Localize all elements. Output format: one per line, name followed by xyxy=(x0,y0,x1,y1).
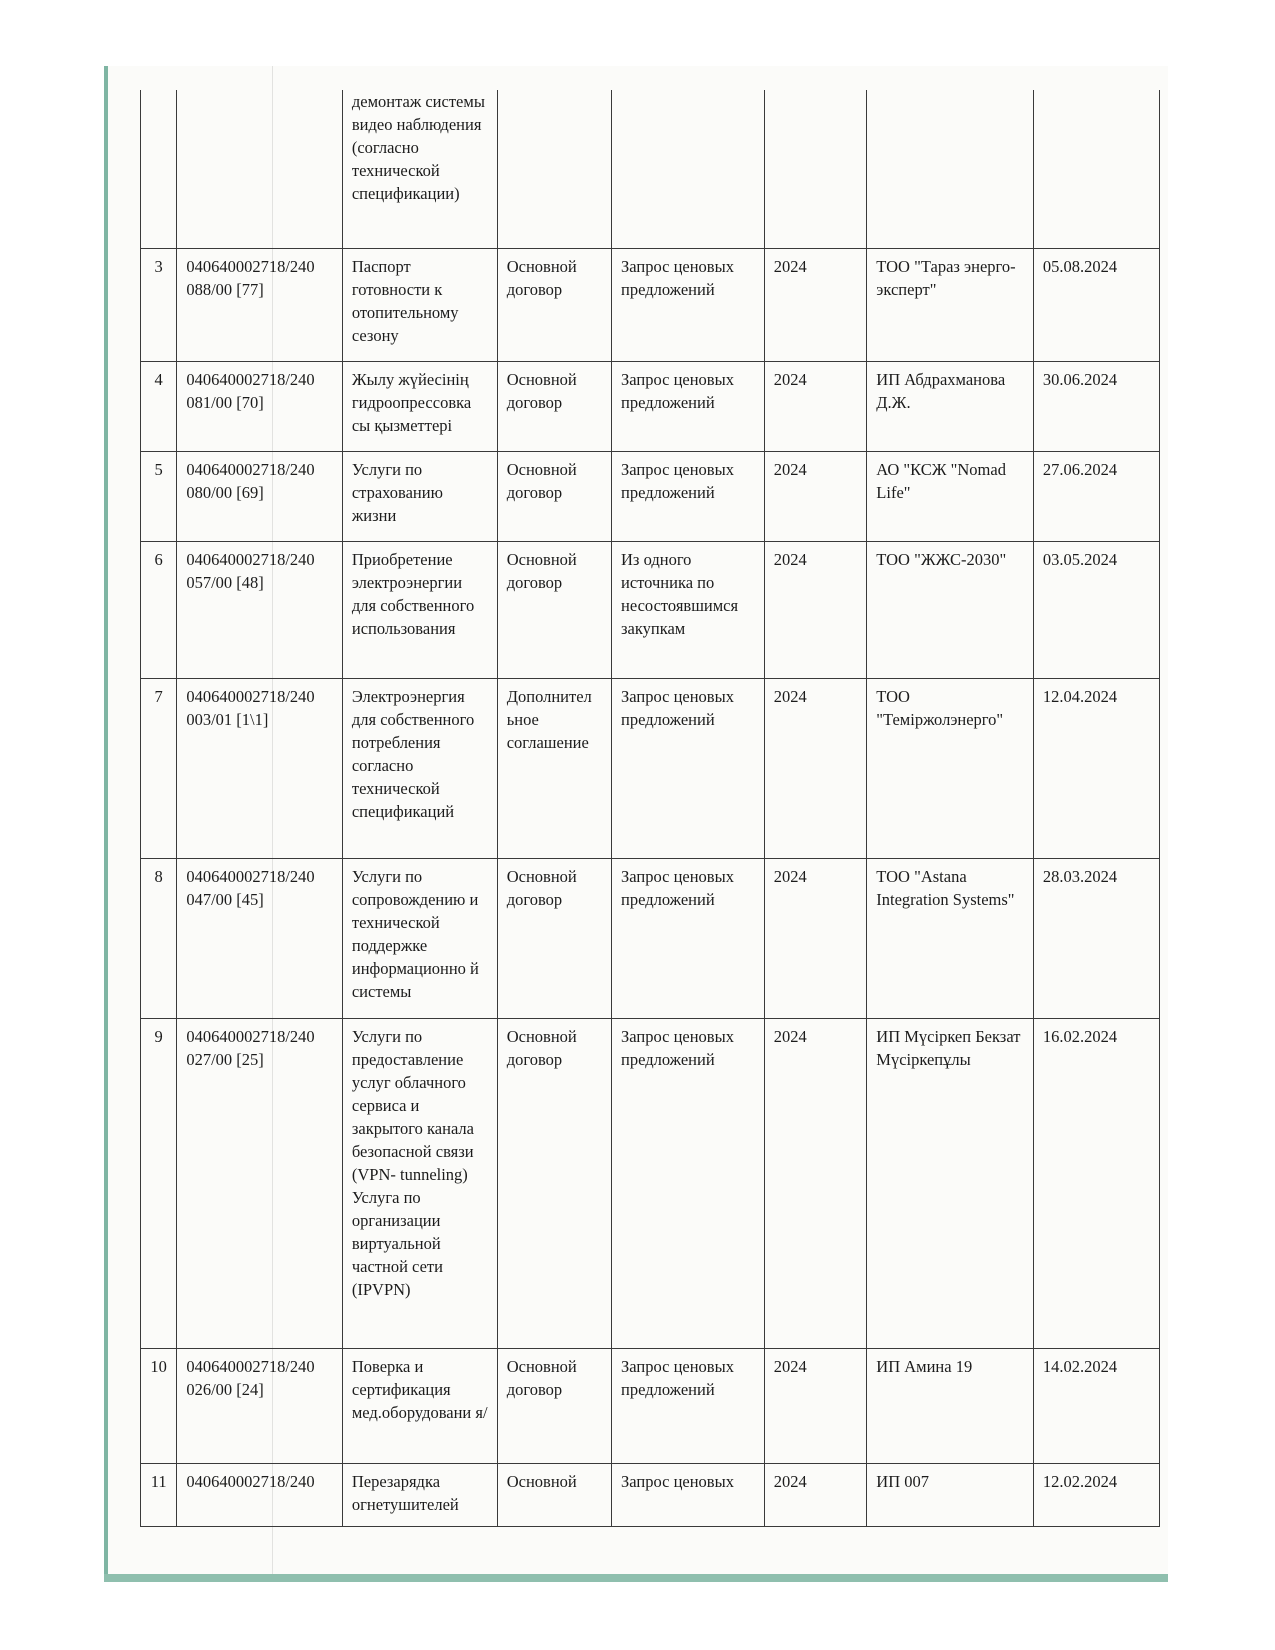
cell-contract-type: Основной договор xyxy=(497,1348,611,1463)
cell-method: Запрос ценовых предложений xyxy=(612,678,765,858)
cell-subject: Услуги по страхованию жизни xyxy=(342,451,497,541)
cell-supplier: ИП Амина 19 xyxy=(867,1348,1034,1463)
cell-year xyxy=(764,90,867,248)
cell-year: 2024 xyxy=(764,678,867,858)
cell-date: 16.02.2024 xyxy=(1033,1018,1159,1348)
cell-date: 30.06.2024 xyxy=(1033,361,1159,451)
cell-subject: Услуги по предоставление услуг облачного сервиса и закрытого канала безопасной связи (VPN- tunneling) Услуга по организации виртуальной частной сети (IPVPN) xyxy=(342,1018,497,1348)
cell-supplier: ТОО "Astana Integration Systems" xyxy=(867,858,1034,1018)
cell-supplier: ИП Абдрахманова Д.Ж. xyxy=(867,361,1034,451)
table-row xyxy=(141,541,1160,678)
cell-num: 11 xyxy=(141,1463,177,1526)
cell-method: Запрос ценовых предложений xyxy=(612,451,765,541)
cell-year: 2024 xyxy=(764,451,867,541)
table-row xyxy=(141,858,1160,1018)
cell-num: 8 xyxy=(141,858,177,1018)
cell-date: 05.08.2024 xyxy=(1033,248,1159,361)
cell-year: 2024 xyxy=(764,361,867,451)
table-row xyxy=(141,248,1160,361)
cell-method: Запрос ценовых предложений xyxy=(612,1348,765,1463)
cell-supplier: ТОО "Теміржолэнерго" xyxy=(867,678,1034,858)
cell-code: 040640002718/240 027/00 [25] xyxy=(177,1018,343,1348)
cell-num: 7 xyxy=(141,678,177,858)
table-row xyxy=(141,451,1160,541)
cell-contract-type xyxy=(497,90,611,248)
cell-num: 4 xyxy=(141,361,177,451)
cell-supplier: ТОО "ЖЖС-2030" xyxy=(867,541,1034,678)
table-row xyxy=(141,361,1160,451)
cell-num: 6 xyxy=(141,541,177,678)
cell-date: 12.04.2024 xyxy=(1033,678,1159,858)
cell-method: Запрос ценовых предложений xyxy=(612,1018,765,1348)
cell-code: 040640002718/240 080/00 [69] xyxy=(177,451,343,541)
cell-subject: Услуги по сопровождению и технической поддержке информационно й системы xyxy=(342,858,497,1018)
cell-subject: Приобретение электроэнергии для собственного использования xyxy=(342,541,497,678)
cell-contract-type: Основной договор xyxy=(497,451,611,541)
cell-supplier: АО "КСЖ "Nomad Life" xyxy=(867,451,1034,541)
cell-contract-type: Дополнител ьное соглашение xyxy=(497,678,611,858)
table-row-continuation xyxy=(141,90,1160,248)
cell-contract-type: Основной договор xyxy=(497,361,611,451)
cell-code xyxy=(177,90,343,248)
cell-supplier: ИП Мүсіркеп Бекзат Мүсіркепұлы xyxy=(867,1018,1034,1348)
table-row xyxy=(141,1018,1160,1348)
cell-year: 2024 xyxy=(764,248,867,361)
cell-subject: Перезарядка огнетушителей xyxy=(342,1463,497,1526)
cell-date: 27.06.2024 xyxy=(1033,451,1159,541)
cell-method: Из одного источника по несостоявшимся закупкам xyxy=(612,541,765,678)
cell-year: 2024 xyxy=(764,541,867,678)
cell-method: Запрос ценовых предложений xyxy=(612,361,765,451)
cell-num: 3 xyxy=(141,248,177,361)
cell-contract-type: Основной договор xyxy=(497,1018,611,1348)
cell-num: 5 xyxy=(141,451,177,541)
scan-edge-bottom xyxy=(104,1574,1168,1582)
cell-code: 040640002718/240 081/00 [70] xyxy=(177,361,343,451)
cell-year: 2024 xyxy=(764,1018,867,1348)
cell-supplier: ТОО "Тараз энерго-эксперт" xyxy=(867,248,1034,361)
cell-date: 03.05.2024 xyxy=(1033,541,1159,678)
cell-subject: Электроэнергия для собственного потребления согласно технической спецификаций xyxy=(342,678,497,858)
cell-subject: Жылу жүйесінің гидроопрессовка сы қызметтері xyxy=(342,361,497,451)
cell-method xyxy=(612,90,765,248)
cell-supplier: ИП 007 xyxy=(867,1463,1034,1526)
cell-method: Запрос ценовых предложений xyxy=(612,248,765,361)
cell-contract-type: Основной договор xyxy=(497,248,611,361)
cell-date xyxy=(1033,90,1159,248)
cell-code: 040640002718/240 xyxy=(177,1463,343,1526)
cell-method: Запрос ценовых предложений xyxy=(612,858,765,1018)
cell-num: 9 xyxy=(141,1018,177,1348)
cell-date: 14.02.2024 xyxy=(1033,1348,1159,1463)
cell-contract-type: Основной xyxy=(497,1463,611,1526)
cell-date: 12.02.2024 xyxy=(1033,1463,1159,1526)
cell-code: 040640002718/240 003/01 [1\1] xyxy=(177,678,343,858)
cell-code: 040640002718/240 026/00 [24] xyxy=(177,1348,343,1463)
cell-subject: Паспорт готовности к отопительному сезону xyxy=(342,248,497,361)
cell-contract-type: Основной договор xyxy=(497,541,611,678)
cell-num: 10 xyxy=(141,1348,177,1463)
cell-year: 2024 xyxy=(764,858,867,1018)
table-row xyxy=(141,1463,1160,1526)
cell-supplier xyxy=(867,90,1034,248)
cell-code: 040640002718/240 047/00 [45] xyxy=(177,858,343,1018)
table-row xyxy=(141,1348,1160,1463)
cell-date: 28.03.2024 xyxy=(1033,858,1159,1018)
cell-year: 2024 xyxy=(764,1463,867,1526)
cell-contract-type: Основной договор xyxy=(497,858,611,1018)
cell-code: 040640002718/240 057/00 [48] xyxy=(177,541,343,678)
cell-year: 2024 xyxy=(764,1348,867,1463)
table-row xyxy=(141,678,1160,858)
cell-subject: демонтаж системы видео наблюдения (согласно технической спецификации) xyxy=(342,90,497,248)
cell-subject: Поверка и сертификация мед.оборудовани я/ xyxy=(342,1348,497,1463)
cell-method: Запрос ценовых xyxy=(612,1463,765,1526)
contracts-table xyxy=(140,90,1160,1527)
cell-num xyxy=(141,90,177,248)
cell-code: 040640002718/240 088/00 [77] xyxy=(177,248,343,361)
